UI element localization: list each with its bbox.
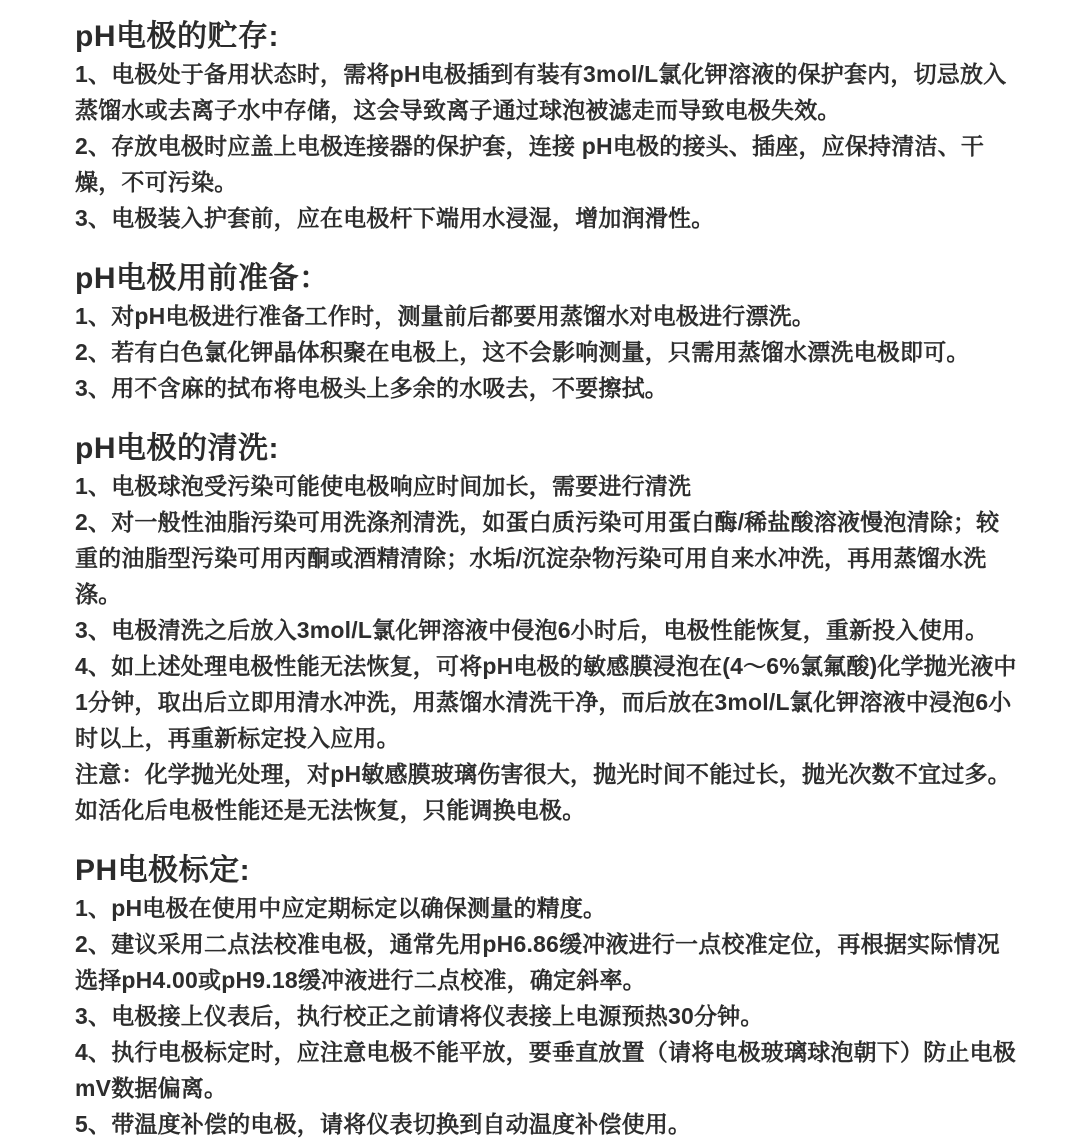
paragraph: 3、电极清洗之后放入3mol/L氯化钾溶液中侵泡6小时后，电极性能恢复，重新投入使用。 [75, 617, 989, 643]
paragraph: 1、电极处于备用状态时，需将pH电极插到有装有3mol/L氯化钾溶液的保护套内，切忌放入蒸馏水或去离子水中存储，这会导致离子通过球泡被滤走而导致电极失效。 [75, 61, 1007, 123]
paragraph: 1、pH电极在使用中应定期标定以确保测量的精度。 [75, 895, 607, 921]
paragraph: 2、对一般性油脂污染可用洗涤剂清洗，如蛋白质污染可用蛋白酶/稀盐酸溶液慢泡清除；较重的油脂型污染可用丙酮或酒精清除；水垢/沉淀杂物污染可用自来水冲洗，再用蒸馏水洗涤。 [75, 509, 1000, 607]
section-calibration [75, 852, 1022, 1142]
paragraph: 1、对pH电极进行准备工作时，测量前后都要用蒸馏水对电极进行漂洗。 [75, 303, 816, 329]
section-cleaning [75, 430, 1022, 828]
section-heading: pH电极的清洗: [75, 432, 279, 465]
paragraph: 4、执行电极标定时，应注意电极不能平放，要垂直放置（请将电极玻璃球泡朝下）防止电极mV数据偏离。 [75, 1039, 1016, 1101]
paragraph: 3、电极接上仪表后，执行校正之前请将仪表接上电源预热30分钟。 [75, 1003, 764, 1029]
paragraph: 1、电极球泡受污染可能使电极响应时间加长，需要进行清洗 [75, 473, 692, 499]
paragraph: 2、建议采用二点法校准电极，通常先用pH6.86缓冲液进行一点校准定位，再根据实际情况选择pH4.00或pH9.18缓冲液进行二点校准，确定斜率。 [75, 931, 1000, 993]
paragraph: 3、电极装入护套前，应在电极杆下端用水浸湿，增加润滑性。 [75, 205, 715, 231]
paragraph: 2、存放电极时应盖上电极连接器的保护套，连接 pH电极的接头、插座，应保持清洁、干燥，不可污染。 [75, 133, 985, 195]
paragraph: 2、若有白色氯化钾晶体积聚在电极上，这不会影响测量，只需用蒸馏水漂洗电极即可。 [75, 339, 970, 365]
section-storage [75, 18, 1022, 236]
paragraph-note: 注意：化学抛光处理，对pH敏感膜玻璃伤害很大，抛光时间不能过长，抛光次数不宜过多。如活化后电极性能还是无法恢复，只能调换电极。 [75, 761, 1011, 823]
paragraph: 3、用不含麻的拭布将电极头上多余的水吸去，不要擦拭。 [75, 375, 668, 401]
paragraph: 4、如上述处理电极性能无法恢复，可将pH电极的敏感膜浸泡在(4～6%氯氟酸)化学抛光液中1分钟，取出后立即用清水冲洗，用蒸馏水清洗干净，而后放在3mol/L氯化钾溶液中浸泡6小时以上，再重新标定投入应用。 [75, 653, 1017, 751]
section-heading: pH电极的贮存: [75, 20, 279, 53]
section-heading: PH电极标定: [75, 854, 251, 887]
paragraph: 5、带温度补偿的电极，请将仪表切换到自动温度补偿使用。 [75, 1111, 692, 1137]
section-heading: pH电极用前准备： [75, 262, 330, 295]
section-preparation [75, 260, 1022, 406]
